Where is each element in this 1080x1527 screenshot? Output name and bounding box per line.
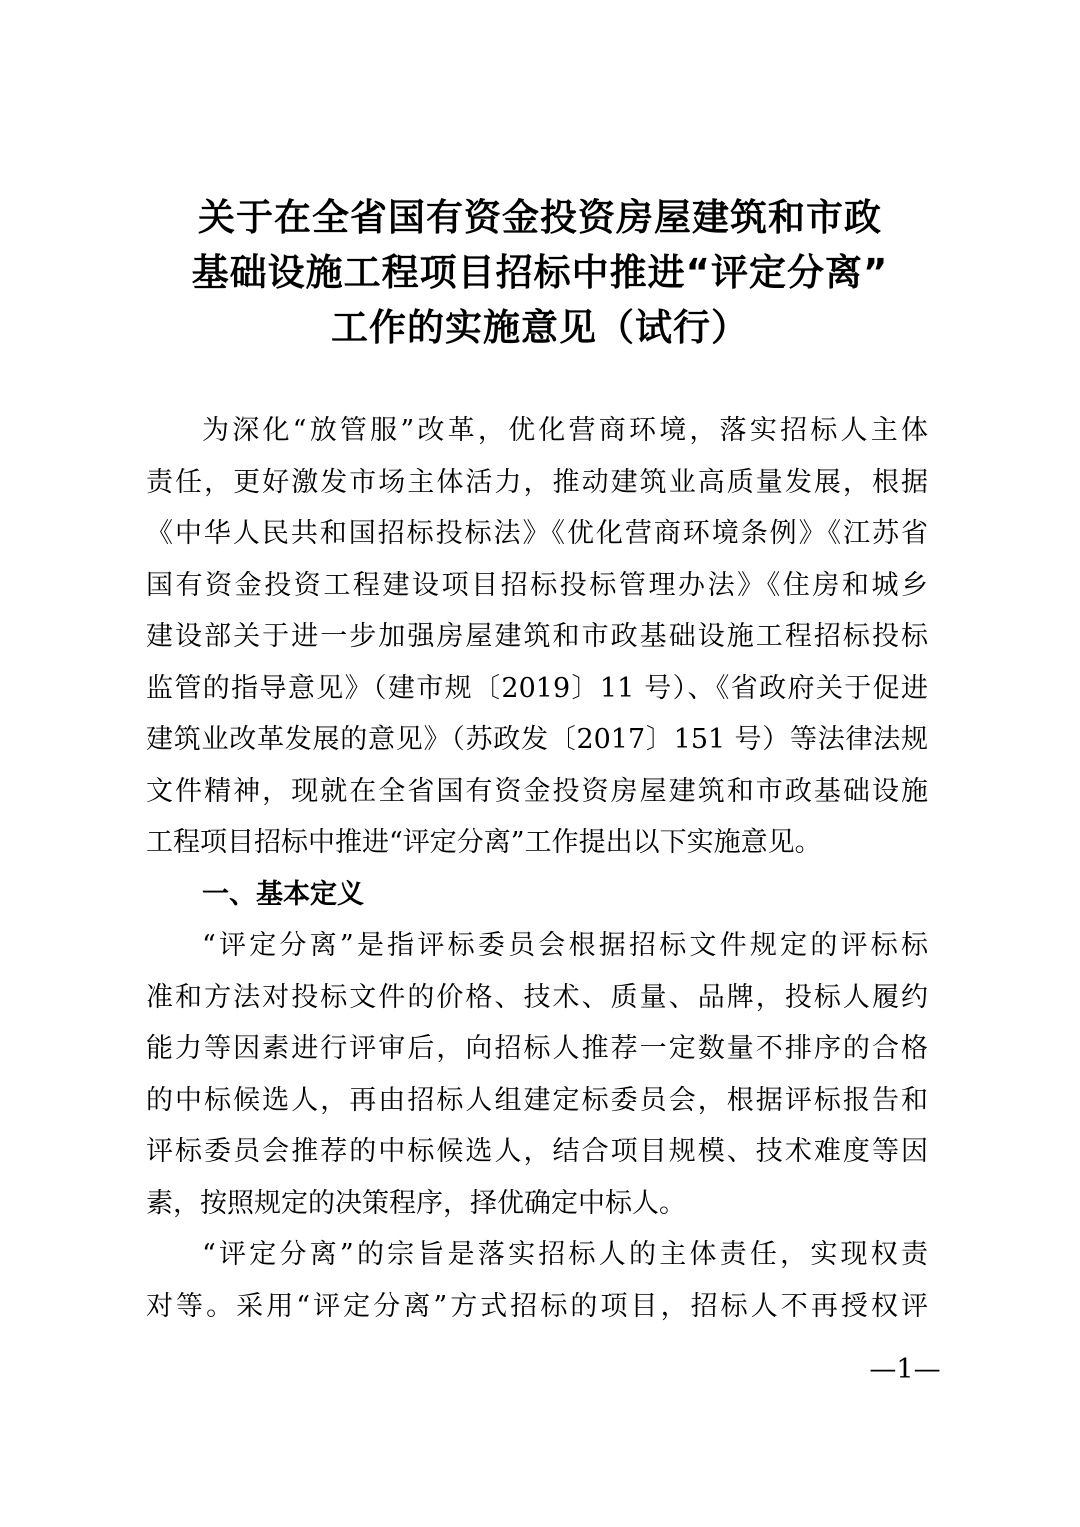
title-line: 基础设施工程项目招标中推进“评定分离”	[191, 251, 889, 294]
document-title	[120, 190, 960, 355]
title-line: 关于在全省国有资金投资房屋建筑和市政	[198, 196, 882, 239]
paragraph-line: 建设部关于进一步加强房屋建筑和市政基础设施工程招标投标	[146, 621, 928, 652]
paragraph-line: 建筑业改革发展的意见》（苏政发〔2017〕151 号）等法律法规	[146, 724, 928, 755]
title-line: 工作的实施意见（试行）	[331, 306, 749, 349]
paragraph-line: 工程项目招标中推进“评定分离”工作提出以下实施意见。	[146, 827, 822, 858]
paragraph-line: 文件精神，现就在全省国有资金投资房屋建筑和市政基础设施	[146, 775, 928, 807]
paragraph-line: 评标委员会推荐的中标候选人，结合项目规模、技术难度等因	[146, 1136, 928, 1167]
paragraph-line: 责任，更好激发市场主体活力，推动建筑业高质量发展，根据	[146, 466, 928, 498]
paragraph-line: 能力等因素进行评审后，向招标人推荐一定数量不排序的合格	[146, 1033, 928, 1064]
paragraph-line: 素，按照规定的决策程序，择优确定中标人。	[146, 1187, 686, 1219]
paragraph-line: 监管的指导意见》（建市规〔2019〕11 号）、《省政府关于促进	[146, 672, 928, 704]
paragraph-line: 准和方法对投标文件的价格、技术、质量、品牌，投标人履约	[146, 981, 928, 1013]
paragraph-line: 为深化“放管服”改革，优化营商环境，落实招标人主体	[202, 415, 928, 446]
page-number: —1—	[869, 1354, 941, 1385]
paragraph-line: 的中标候选人，再由招标人组建定标委员会，根据评标报告和	[146, 1084, 928, 1116]
section-heading: 一、基本定义	[202, 878, 364, 910]
paragraph-line: “评定分离”的宗旨是落实招标人的主体责任，实现权责	[202, 1239, 928, 1270]
paragraph-line: 对等。采用“评定分离”方式招标的项目，招标人不再授权评	[146, 1290, 928, 1322]
paragraph-line: 《中华人民共和国招标投标法》《优化营商环境条例》《江苏省	[146, 518, 928, 549]
paragraph-line: 国有资金投资工程建设项目招标投标管理办法》《住房和城乡	[146, 569, 928, 601]
paragraph-line: “评定分离”是指评标委员会根据招标文件规定的评标标	[202, 930, 928, 961]
document-body	[146, 405, 928, 1332]
